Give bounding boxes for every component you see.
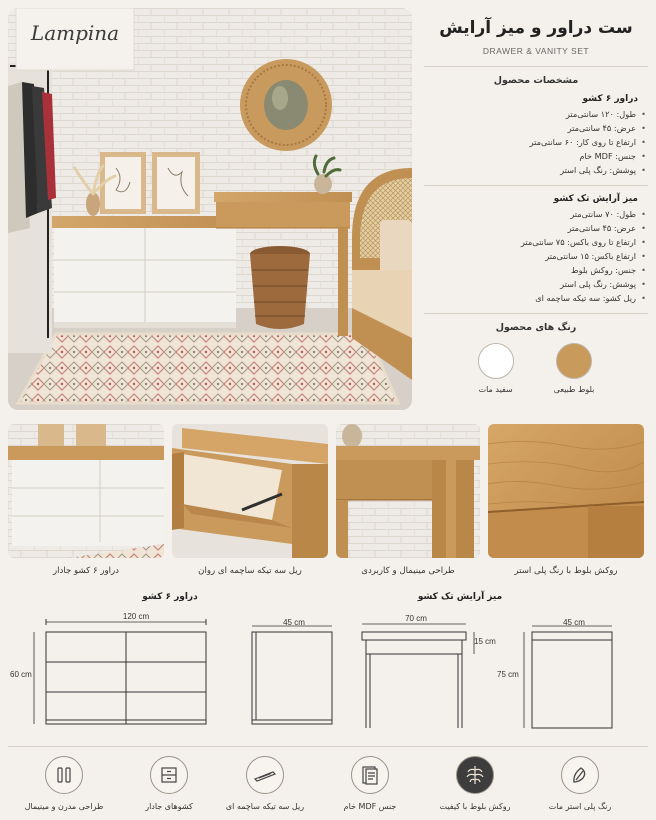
thumb-oak-veneer[interactable] bbox=[488, 424, 644, 558]
vanity-spec-list bbox=[424, 207, 648, 305]
color-swatch bbox=[556, 343, 592, 379]
color-label: بلوط طبیعی bbox=[553, 385, 595, 394]
feature-item bbox=[527, 756, 633, 811]
spec-panel bbox=[424, 10, 648, 394]
feature-item bbox=[116, 756, 222, 811]
feature-label: طراحی مدرن و مینیمال bbox=[24, 802, 104, 811]
thumb-vanity-minimal[interactable] bbox=[336, 424, 480, 558]
specs-heading: مشخصات محصول bbox=[493, 75, 579, 86]
list-item: • ارتفاع تا روی باکس: ۷۵ سانتی‌متر bbox=[424, 235, 636, 249]
hero-photo bbox=[8, 8, 412, 410]
color-option-oak[interactable] bbox=[554, 343, 595, 394]
list-item: • طول: ۱۲۰ سانتی‌متر bbox=[424, 107, 636, 121]
list-item: • عرض: ۴۵ سانتی‌متر bbox=[424, 121, 636, 135]
paint-brush-icon bbox=[561, 756, 599, 794]
thumb-caption: دراور ۶ کشو جادار bbox=[53, 566, 119, 576]
feature-item bbox=[212, 756, 318, 811]
list-item: • ریل کشو: سه تیکه ساچمه ای bbox=[424, 291, 636, 305]
feature-label: کشوهای جادار bbox=[145, 802, 193, 811]
dresser-spec-list bbox=[424, 107, 648, 177]
thumb-caption: طراحی مینیمال و کاربردی bbox=[361, 566, 455, 576]
color-option-white[interactable] bbox=[478, 343, 514, 394]
feature-label: روکش بلوط با کیفیت bbox=[439, 802, 511, 811]
list-item: • عرض: ۴۵ سانتی‌متر bbox=[424, 221, 636, 235]
list-item: • پوشش: رنگ پلی استر bbox=[424, 277, 636, 291]
divider bbox=[424, 185, 648, 186]
color-options bbox=[424, 343, 648, 394]
color-label: سفید مات bbox=[478, 385, 513, 394]
minimal-design-icon bbox=[45, 756, 83, 794]
drawer-rail-icon bbox=[246, 756, 284, 794]
color-swatch bbox=[478, 343, 514, 379]
page-subtitle: DRAWER & VANITY SET bbox=[482, 46, 590, 56]
divider bbox=[8, 746, 648, 747]
dresser-width-label: 120 cm bbox=[122, 612, 150, 621]
dresser-depth-label: 45 cm bbox=[283, 618, 305, 627]
vanity-dimensions-title: میز آرایش تک کشو bbox=[417, 592, 503, 602]
wood-grain-icon bbox=[456, 756, 494, 794]
feature-item bbox=[422, 756, 528, 811]
vanity-spec-title: میز آرایش تک کشو bbox=[553, 194, 638, 204]
drawer-icon bbox=[150, 756, 188, 794]
list-item: • طول: ۷۰ سانتی‌متر bbox=[424, 207, 636, 221]
divider bbox=[424, 313, 648, 314]
feature-item bbox=[317, 756, 423, 811]
vanity-depth-label: 45 cm bbox=[563, 618, 585, 627]
thumb-caption: روکش بلوط با رنگ پلی استر bbox=[514, 566, 618, 576]
vanity-height-label: 75 cm bbox=[497, 670, 519, 679]
logo-text: Lampina bbox=[30, 21, 120, 45]
list-item: • ارتفاع باکس: ۱۵ سانتی‌متر bbox=[424, 249, 636, 263]
list-item: • جنس: MDF خام bbox=[424, 149, 636, 163]
dresser-side-drawing bbox=[252, 632, 332, 724]
page-title: ست دراور و میز آرایش bbox=[439, 18, 633, 38]
thumb-dresser[interactable] bbox=[8, 424, 164, 558]
feature-label: جنس MDF خام bbox=[343, 802, 397, 811]
thumb-drawer-rail[interactable] bbox=[172, 424, 328, 558]
colors-heading: رنگ های محصول bbox=[495, 322, 577, 333]
vanity-width-label: 70 cm bbox=[405, 614, 427, 623]
list-item: • پوشش: رنگ پلی استر bbox=[424, 163, 636, 177]
thumb-caption: ریل سه تیکه ساچمه ای روان bbox=[198, 566, 302, 576]
dresser-spec-title: دراور ۶ کشو bbox=[582, 94, 638, 104]
list-item: • ارتفاع تا روی کار: ۶۰ سانتی‌متر bbox=[424, 135, 636, 149]
dresser-height-label: 60 cm bbox=[10, 670, 32, 679]
vanity-front-drawing bbox=[362, 632, 466, 640]
list-item: • جنس: روکش بلوط bbox=[424, 263, 636, 277]
feature-item bbox=[11, 756, 117, 811]
divider bbox=[424, 66, 648, 67]
mdf-board-icon bbox=[351, 756, 389, 794]
feature-label: ریل سه تیکه ساچمه ای bbox=[225, 802, 305, 811]
dresser-dimensions-title: دراور ۶ کشو bbox=[142, 592, 198, 602]
vanity-box-height-label: 15 cm bbox=[474, 637, 496, 646]
vanity-side-drawing bbox=[532, 632, 612, 728]
feature-label: رنگ پلی استر مات bbox=[548, 802, 612, 811]
